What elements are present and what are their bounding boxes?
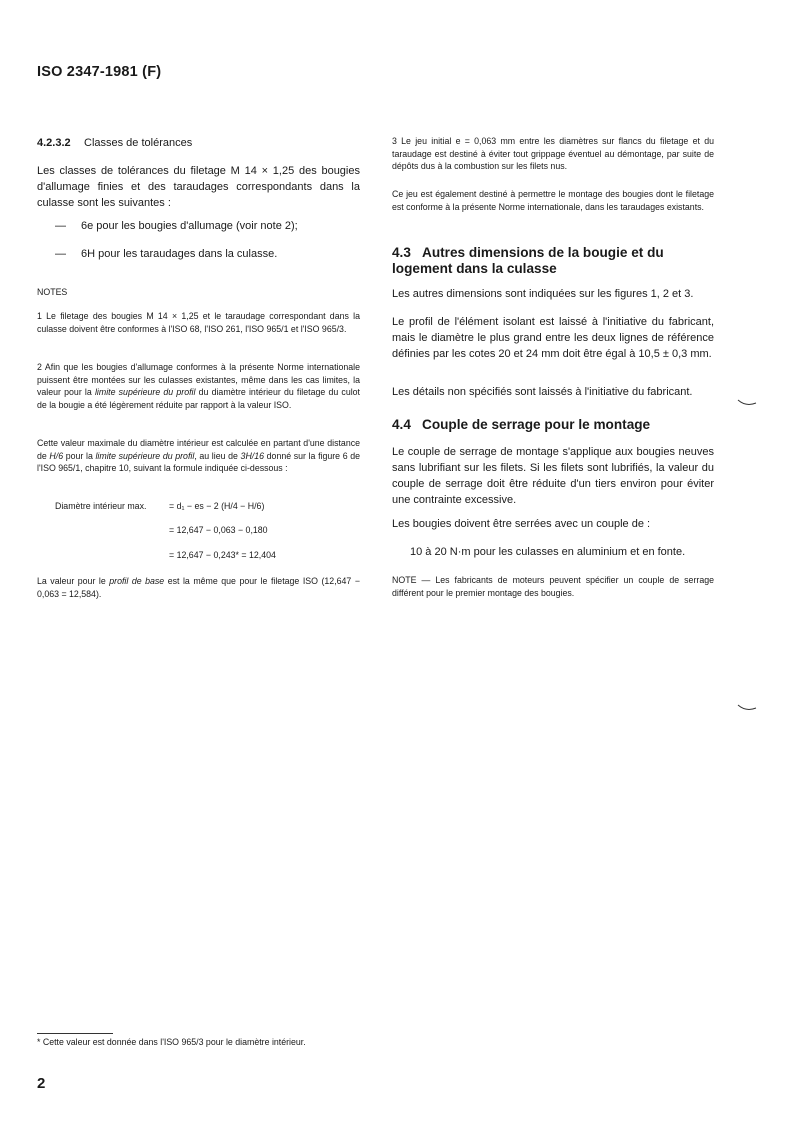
section-4-4-heading: 4.4 Couple de serrage pour le montage <box>392 417 651 432</box>
note-3: 3 Le jeu initial e = 0,063 mm entre les diamètres sur flancs du filetage et du taraudage est destiné à éviter tout grippage éventuel au démontage, par suite de dépôts dus à la combustion sur les filets nus. <box>392 136 714 171</box>
clause-number: 4.2.3.2 <box>37 137 71 149</box>
footnote: * Cette valeur est donnée dans l'ISO 965/3 pour le diamètre intérieur. <box>37 1037 306 1047</box>
margin-mark-icon <box>737 398 757 410</box>
notes-title: NOTES <box>37 287 68 297</box>
list-item: — 6e pour les bougies d'allumage (voir note 2); <box>55 220 298 232</box>
section-4-4-note: NOTE — Les fabricants de moteurs peuvent spécifier un couple de serrage différent pour le premier montage des bougies. <box>392 575 714 598</box>
section-4-3-paragraph-2: Le profil de l'élément isolant est laissé à l'initiative du fabricant, mais le diamètre le plus grand entre les deux lignes de référence définies par les cotes 20 et 24 mm doit être égal à 10,5 ± 0,3 mm. <box>392 316 714 360</box>
intro-paragraph: Les classes de tolérances du filetage M 14 × 1,25 des bougies d'allumage finies et des taraudages correspondants dans la culasse sont les suivantes : <box>37 165 360 209</box>
note-3-continued: Ce jeu est également destiné à permettre le montage des bougies dont le filetage est conforme à la présente Norme internationale, dans les taraudages existants. <box>392 189 714 212</box>
equation-label: Diamètre intérieur max. <box>55 501 147 511</box>
note-1: 1 Le filetage des bougies M 14 × 1,25 et le taraudage correspondant dans la culasse doivent être conformes à l'ISO 68, l'ISO 261, l'ISO 965/1 et l'ISO 965/3. <box>37 311 360 334</box>
clause-title: Classes de tolérances <box>84 137 193 149</box>
torque-value: 10 à 20 N·m pour les culasses en aluminium et en fonte. <box>410 546 686 558</box>
section-4-3-paragraph-1: Les autres dimensions sont indiquées sur les figures 1, 2 et 3. <box>392 288 694 300</box>
list-item: — 6H pour les taraudages dans la culasse. <box>55 248 278 260</box>
equation-line-2: = 12,647 − 0,063 − 0,180 <box>169 525 268 535</box>
equation-line-1: = d₁ − es − 2 (H/4 − H/6) <box>169 501 265 511</box>
section-4-4-paragraph-1: Le couple de serrage de montage s'applique aux bougies neuves sans lubrifiant sur les filets. Si les filets sont lubrifiés, la valeur du couple de serrage doit être réduite d'un tiers environ pour éviter une contrainte excessive. <box>392 446 714 506</box>
section-4-3-paragraph-3: Les détails non spécifiés sont laissés à l'initiative du fabricant. <box>392 386 693 398</box>
page-number: 2 <box>37 1075 46 1092</box>
footnote-rule <box>37 1033 113 1034</box>
margin-mark-icon <box>737 703 757 715</box>
document-header: ISO 2347-1981 (F) <box>37 64 162 80</box>
note-2: 2 Afin que les bougies d'allumage conformes à la présente Norme internationale puissent être montées sur les culasses existantes, même dans les cas limites, la valeur pour la limite supérieure du profil du diamètre intérieur du filetage du culot de la bougie a été légèrement réduite par rapport à la valeur ISO. <box>37 362 360 410</box>
clause-heading <box>37 135 360 151</box>
base-profile-paragraph: La valeur pour le profil de base est la même que pour le filetage ISO (12,647 − 0,063 = 12,584). <box>37 576 360 599</box>
section-4-4-paragraph-2: Les bougies doivent être serrées avec un couple de : <box>392 518 651 530</box>
equation-line-3: = 12,647 − 0,243* = 12,404 <box>169 550 276 560</box>
section-4-3-heading: 4.3 Autres dimensions de la bougie et du logement dans la culasse <box>392 245 664 276</box>
calculation-paragraph: Cette valeur maximale du diamètre intérieur est calculée en partant d'une distance de H/6 pour la limite supérieure du profil, au lieu de 3H/16 donné sur la figure 6 de l'ISO 965/1, chapitre 10, suivant la formule indiquée ci-dessous : <box>37 438 361 473</box>
